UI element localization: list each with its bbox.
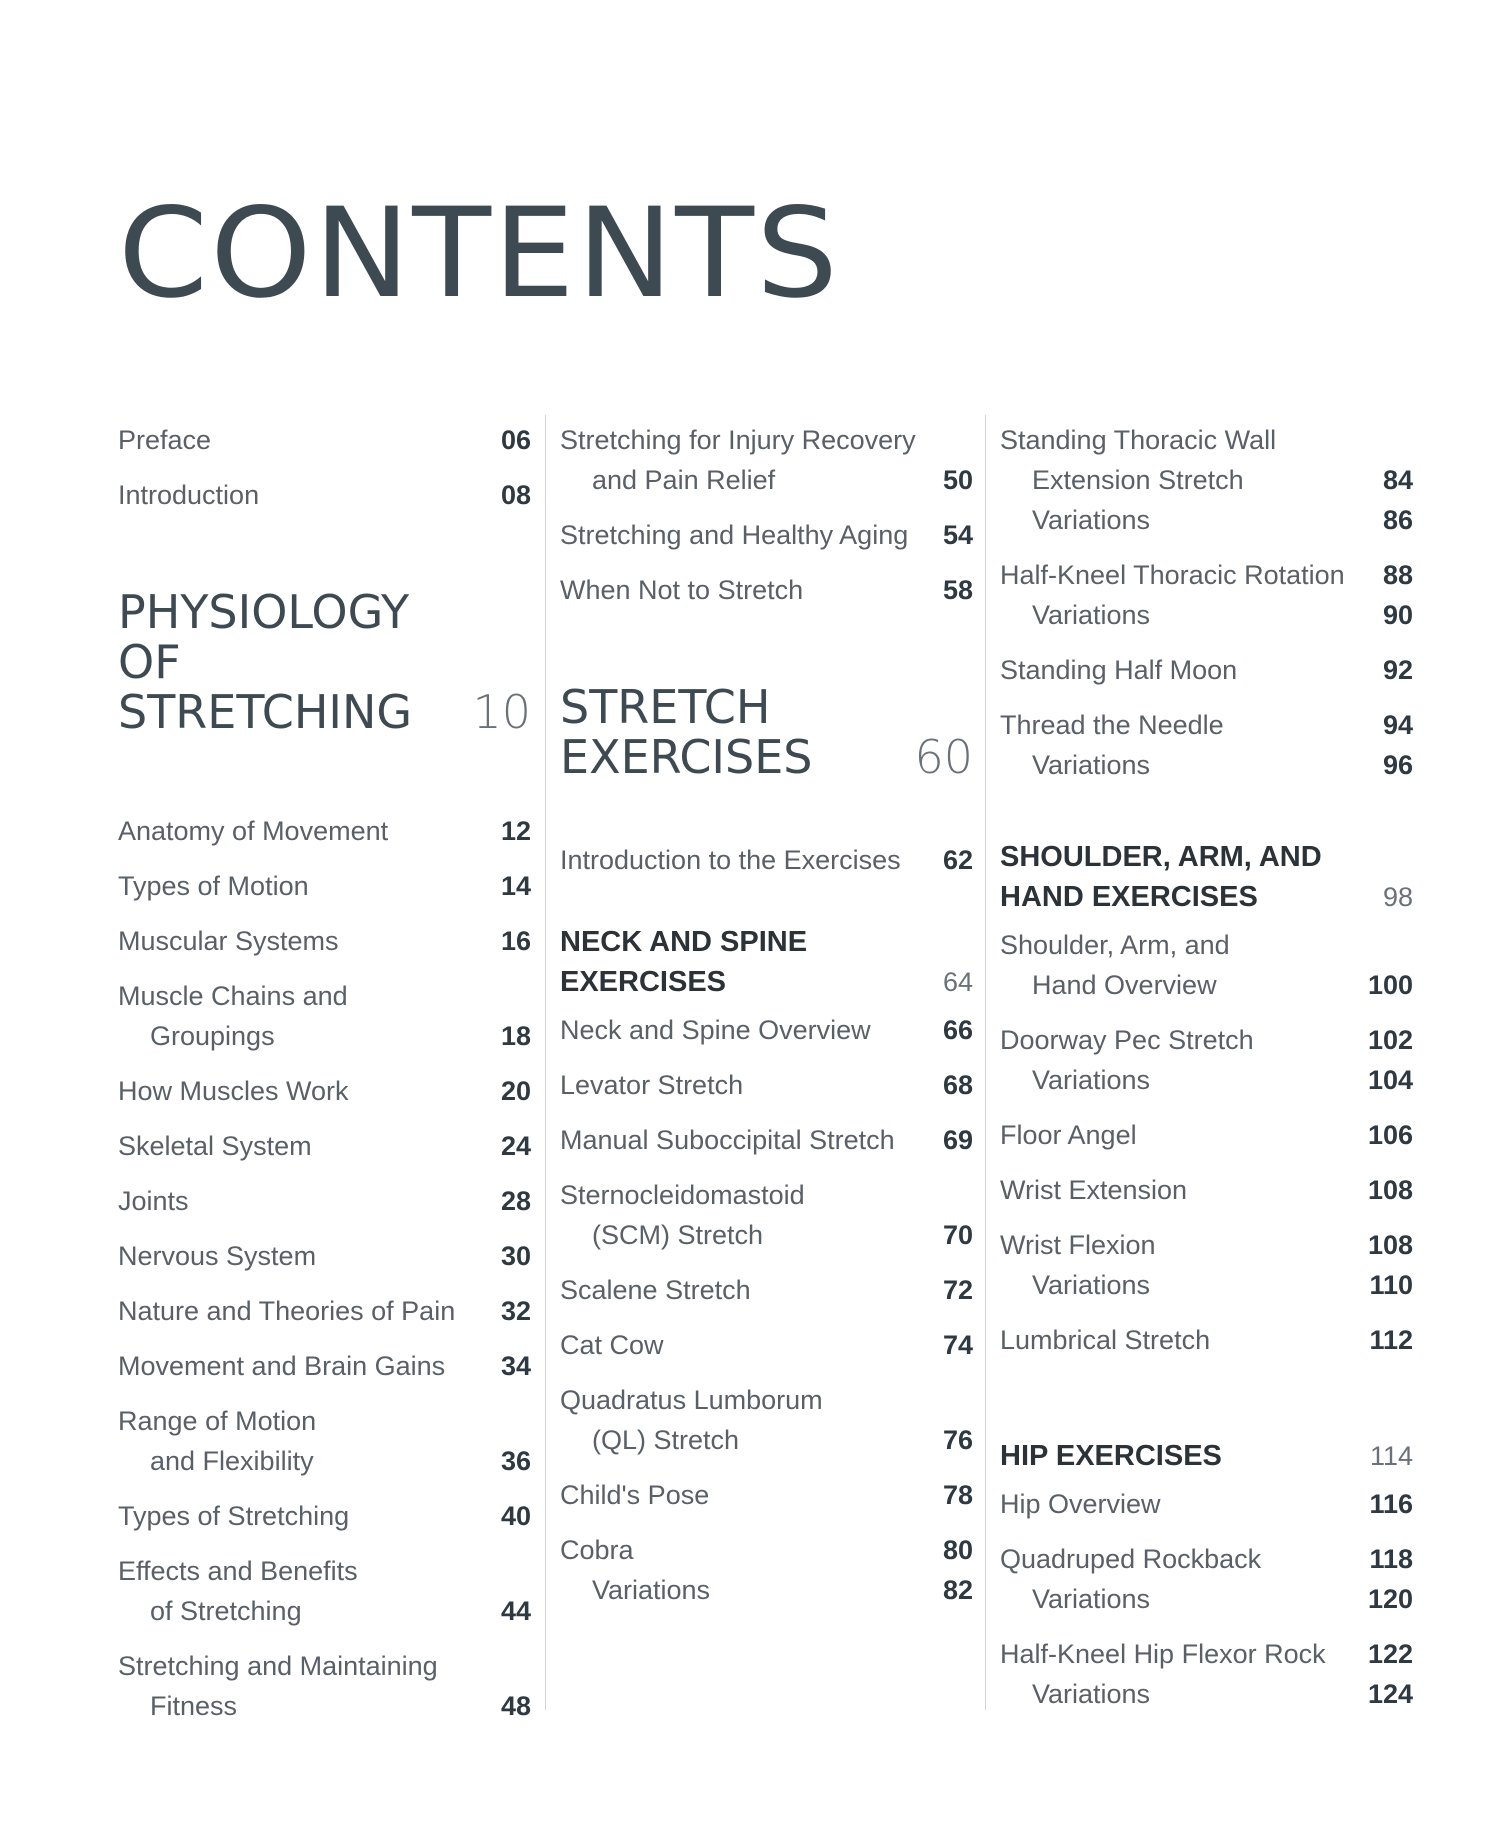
toc-entry-title-line: Fitness — [150, 1691, 238, 1721]
toc-entry-title-line: Floor Angel — [1000, 1120, 1137, 1150]
toc-page-number: 92 — [1382, 655, 1413, 685]
toc-page-number: 124 — [1367, 1679, 1413, 1709]
toc-entry-title-line: Stretching and Healthy Aging — [560, 520, 909, 550]
toc-page-numbers — [943, 1530, 973, 1610]
toc-page-number: 76 — [942, 1425, 973, 1455]
toc-entry-title-line: Cobra — [560, 1535, 634, 1565]
section-heading-row[interactable] — [560, 682, 973, 782]
toc-entry-title-line: Muscular Systems — [118, 926, 339, 956]
toc-page-number: 24 — [500, 1131, 531, 1161]
toc-entry-title-line: Cat Cow — [560, 1330, 664, 1360]
toc-page-number: 68 — [942, 1070, 973, 1100]
toc-entry-title — [560, 1475, 709, 1515]
toc-entry-title-line: Movement and Brain Gains — [118, 1351, 446, 1381]
section-heading-physiology — [118, 587, 531, 737]
toc-entry-title — [1000, 925, 1230, 1005]
toc-entry-title — [560, 1530, 710, 1610]
toc-entry-title-line: Range of Motion — [118, 1406, 317, 1436]
toc-entry-title — [1000, 1225, 1156, 1305]
toc-entry-title — [118, 976, 348, 1056]
toc-page-number: 58 — [942, 575, 973, 605]
toc-entry[interactable] — [118, 1291, 531, 1331]
toc-entry[interactable] — [118, 420, 531, 460]
toc-entry[interactable] — [118, 1401, 531, 1481]
toc-entry-title-line: Preface — [118, 425, 212, 455]
toc-entry[interactable] — [560, 1175, 973, 1255]
toc-entry-title-line: How Muscles Work — [118, 1076, 349, 1106]
toc-entry[interactable] — [118, 866, 531, 906]
toc-page-number: 74 — [942, 1330, 973, 1360]
toc-entry-title-line: Child's Pose — [560, 1480, 710, 1510]
toc-entry[interactable] — [560, 1010, 973, 1050]
toc-page-number: 112 — [1369, 1325, 1413, 1355]
toc-page-number: 50 — [942, 465, 973, 495]
toc-page-numbers — [1383, 460, 1413, 540]
toc-entry[interactable] — [560, 1530, 973, 1610]
toc-entry-title — [1000, 705, 1224, 785]
toc-entry-title-line: Standing Thoracic Wall — [1000, 425, 1277, 455]
toc-page-numbers — [1383, 555, 1413, 635]
toc-page-numbers — [1368, 1020, 1413, 1100]
section-heading-title-line: STRETCH — [560, 680, 771, 734]
toc-entry[interactable] — [1000, 1115, 1413, 1155]
toc-entry[interactable] — [560, 515, 973, 555]
toc-page-number: 88 — [1382, 560, 1413, 590]
toc-page-number: 104 — [1367, 1065, 1413, 1095]
subsection-heading-title-line: NECK AND SPINE — [560, 926, 808, 958]
toc-page-number: 36 — [500, 1446, 531, 1476]
toc-page-number: 84 — [1382, 465, 1413, 495]
toc-entry-title-line: (SCM) Stretch — [592, 1220, 764, 1250]
section-heading-title-line: STRETCHING — [118, 685, 413, 739]
intro-exercises-entry — [560, 840, 973, 880]
toc-entry-title-line: Shoulder, Arm, and — [1000, 930, 1230, 960]
toc-entry-title — [118, 1346, 445, 1386]
physiology-entry-list — [118, 811, 531, 1726]
toc-page-number: 69 — [942, 1125, 973, 1155]
toc-entry-title — [560, 1325, 664, 1365]
section-heading-title — [118, 587, 412, 737]
toc-entry-title — [560, 1380, 823, 1460]
toc-entry-title-line: Scalene Stretch — [560, 1275, 751, 1305]
toc-entry[interactable] — [1000, 650, 1413, 690]
toc-entry-title-line: Variations — [1032, 600, 1151, 630]
toc-entry[interactable] — [1000, 1484, 1413, 1524]
section-page-number: 10 — [472, 685, 531, 739]
toc-column-3 — [1000, 420, 1413, 1714]
toc-entry[interactable] — [118, 1646, 531, 1726]
toc-entry[interactable] — [118, 1496, 531, 1536]
toc-entry[interactable] — [1000, 420, 1413, 540]
toc-column-1 — [118, 420, 531, 1726]
toc-page-number: 94 — [1382, 710, 1413, 740]
toc-entry[interactable] — [1000, 705, 1413, 785]
toc-entry-title — [560, 1120, 895, 1160]
toc-page-number: 116 — [1369, 1489, 1413, 1519]
toc-entry-title — [1000, 1170, 1187, 1210]
toc-entry-title-line: Skeletal System — [118, 1131, 312, 1161]
toc-page-number: 80 — [942, 1535, 973, 1565]
toc-entry-title — [560, 1270, 751, 1310]
toc-entry-title — [118, 420, 211, 460]
toc-entry[interactable] — [560, 1120, 973, 1160]
toc-page-numbers — [1368, 1634, 1413, 1714]
toc-entry-title-line: of Stretching — [150, 1596, 302, 1626]
toc-page-number: 106 — [1367, 1120, 1413, 1150]
toc-entry-title — [560, 570, 803, 610]
toc-entry-title-line: Variations — [1032, 505, 1151, 535]
toc-entry[interactable] — [118, 1551, 531, 1631]
toc-entry-title-line: Doorway Pec Stretch — [1000, 1025, 1254, 1055]
toc-page-number: 20 — [500, 1076, 531, 1106]
toc-entry[interactable] — [560, 840, 973, 880]
toc-entry-title-line: Anatomy of Movement — [118, 816, 389, 846]
toc-page-number: 48 — [500, 1691, 531, 1721]
toc-page-number: 06 — [500, 425, 531, 455]
toc-page-number: 14 — [500, 871, 531, 901]
toc-entry-title-line: Variations — [1032, 1679, 1151, 1709]
subsection-heading-title — [1000, 1436, 1222, 1476]
toc-entry-title-line: Introduction to the Exercises — [560, 845, 901, 875]
front-matter-list — [118, 420, 531, 515]
subsection-page-number: 98 — [1382, 882, 1413, 912]
toc-entry-title-line: Quadratus Lumborum — [560, 1385, 823, 1415]
toc-entry-title-line: and Flexibility — [150, 1446, 314, 1476]
toc-entry-title — [560, 420, 916, 500]
toc-entry[interactable] — [560, 1065, 973, 1105]
toc-page-numbers — [1368, 1539, 1413, 1619]
toc-entry-title — [118, 1496, 349, 1536]
toc-entry-title-line: and Pain Relief — [592, 465, 776, 495]
toc-entry-title — [560, 1175, 805, 1255]
toc-page-number: 34 — [500, 1351, 531, 1381]
toc-entry-title-line: Variations — [1032, 750, 1151, 780]
toc-page-number: 118 — [1369, 1544, 1413, 1574]
toc-page-number: 40 — [500, 1501, 531, 1531]
toc-entry-title-line: Half-Kneel Hip Flexor Rock — [1000, 1639, 1326, 1669]
toc-entry-title-line: Types of Stretching — [118, 1501, 350, 1531]
toc-entry-title-line: Quadruped Rockback — [1000, 1544, 1262, 1574]
page-title: CONTENTS — [118, 182, 841, 326]
toc-entry-title-line: Nature and Theories of Pain — [118, 1296, 456, 1326]
toc-entry-title-line: Neck and Spine Overview — [560, 1015, 871, 1045]
toc-entry[interactable] — [1000, 1170, 1413, 1210]
toc-entry[interactable] — [560, 1475, 973, 1515]
toc-entry[interactable] — [1000, 1225, 1413, 1305]
hip-entry-list — [1000, 1484, 1413, 1714]
toc-page-number: 90 — [1382, 600, 1413, 630]
toc-entry-title-line: Manual Suboccipital Stretch — [560, 1125, 895, 1155]
toc-page-number: 12 — [500, 816, 531, 846]
toc-entry-title — [118, 1181, 189, 1221]
toc-entry-title — [560, 840, 901, 880]
toc-entry[interactable] — [1000, 1020, 1413, 1100]
subsection-heading-title-line: SHOULDER, ARM, AND — [1000, 841, 1322, 873]
toc-entry[interactable] — [560, 1380, 973, 1460]
toc-page-number: 96 — [1382, 750, 1413, 780]
toc-entry-title — [118, 1401, 316, 1481]
toc-entry[interactable] — [118, 1126, 531, 1166]
shoulder-entry-list — [1000, 925, 1413, 1360]
toc-entry-title-line: Standing Half Moon — [1000, 655, 1238, 685]
toc-entry[interactable] — [118, 475, 531, 515]
subsection-heading-row[interactable] — [560, 922, 973, 1002]
toc-entry-title — [118, 1071, 349, 1111]
toc-entry-title-line: Variations — [592, 1575, 711, 1605]
column-divider — [545, 415, 546, 1710]
subsection-heading-title — [1000, 837, 1322, 917]
toc-entry[interactable] — [1000, 1634, 1413, 1714]
toc-entry-title — [1000, 555, 1345, 635]
toc-page-number: 86 — [1382, 505, 1413, 535]
toc-entry-title — [118, 1551, 358, 1631]
toc-entry-title-line: Half-Kneel Thoracic Rotation — [1000, 560, 1345, 590]
toc-entry-title-line: (QL) Stretch — [592, 1425, 740, 1455]
toc-entry[interactable] — [1000, 555, 1413, 635]
toc-entry-title — [1000, 1634, 1326, 1714]
toc-entry-title-line: Extension Stretch — [1032, 465, 1244, 495]
toc-entry[interactable] — [118, 1236, 531, 1276]
toc-entry-title — [1000, 650, 1237, 690]
toc-page-number: 108 — [1367, 1175, 1413, 1205]
subsection-page-number: 114 — [1369, 1441, 1413, 1471]
toc-page-number: 32 — [500, 1296, 531, 1326]
toc-entry-title — [118, 811, 388, 851]
subsection-page-number: 64 — [942, 967, 973, 997]
toc-entry-title-line: Introduction — [118, 480, 260, 510]
toc-entry-title — [118, 1236, 316, 1276]
toc-entry[interactable] — [118, 1071, 531, 1111]
physiology-entry-list-continued — [560, 420, 973, 610]
toc-entry[interactable] — [560, 570, 973, 610]
subsection-heading-row[interactable] — [1000, 837, 1413, 917]
toc-entry-title — [1000, 1320, 1210, 1360]
toc-page-number: 82 — [942, 1575, 973, 1605]
toc-entry-title-line: Variations — [1032, 1270, 1151, 1300]
subsection-neck-spine — [560, 922, 973, 1002]
toc-page-number: 08 — [500, 480, 531, 510]
toc-entry-title-line: Variations — [1032, 1065, 1151, 1095]
toc-entry-title-line: Nervous System — [118, 1241, 317, 1271]
toc-entry-title — [118, 866, 309, 906]
toc-entry-title — [118, 1291, 455, 1331]
neck-spine-entry-list — [560, 1010, 973, 1610]
toc-entry-title — [1000, 1020, 1254, 1100]
toc-entry-title-line: Hand Overview — [1032, 970, 1217, 1000]
toc-page-number: 102 — [1367, 1025, 1413, 1055]
toc-entry-title-line: Hip Overview — [1000, 1489, 1161, 1519]
toc-entry[interactable] — [118, 921, 531, 961]
column-divider — [985, 415, 986, 1710]
toc-page-number: 28 — [500, 1186, 531, 1216]
toc-entry-title — [560, 515, 908, 555]
subsection-heading-title-line: EXERCISES — [560, 966, 726, 998]
subsection-shoulder-arm-hand — [1000, 837, 1413, 917]
toc-entry-title — [1000, 1484, 1161, 1524]
toc-page-number: 54 — [942, 520, 973, 550]
toc-entry-title — [118, 1126, 312, 1166]
toc-entry-title-line: Variations — [1032, 1584, 1151, 1614]
toc-page-number: 100 — [1367, 970, 1413, 1000]
toc-entry-title-line: Levator Stretch — [560, 1070, 744, 1100]
toc-entry-title-line: Joints — [118, 1186, 189, 1216]
toc-entry-title — [1000, 1115, 1137, 1155]
subsection-heading-title-line: HIP EXERCISES — [1000, 1440, 1222, 1472]
subsection-hip — [1000, 1436, 1413, 1476]
toc-entry-title — [560, 1010, 871, 1050]
toc-page-number: 122 — [1367, 1639, 1413, 1669]
toc-page-number: 16 — [500, 926, 531, 956]
toc-entry-title-line: Groupings — [150, 1021, 275, 1051]
section-heading-title-line: PHYSIOLOGY — [118, 585, 410, 639]
toc-entry[interactable] — [118, 811, 531, 851]
toc-entry-title — [1000, 1539, 1261, 1619]
toc-entry[interactable] — [560, 1325, 973, 1365]
spine-entry-list-continued — [1000, 420, 1413, 785]
toc-entry[interactable] — [1000, 1320, 1413, 1360]
subsection-heading-row[interactable] — [1000, 1436, 1413, 1476]
toc-page-number: 66 — [942, 1015, 973, 1045]
toc-entry-title-line: Wrist Extension — [1000, 1175, 1188, 1205]
toc-entry-title-line: Effects and Benefits — [118, 1556, 358, 1586]
toc-entry[interactable] — [560, 1270, 973, 1310]
section-heading-title-line: OF — [118, 635, 181, 689]
toc-entry-title-line: Thread the Needle — [1000, 710, 1224, 740]
toc-entry-title-line: Stretching for Injury Recovery — [560, 425, 916, 455]
toc-entry[interactable] — [560, 420, 973, 500]
toc-entry-title-line: Muscle Chains and — [118, 981, 348, 1011]
toc-entry-title-line: Lumbrical Stretch — [1000, 1325, 1211, 1355]
toc-entry[interactable] — [118, 976, 531, 1056]
toc-page-number: 18 — [500, 1021, 531, 1051]
toc-entry-title — [1000, 420, 1276, 540]
toc-entry-title-line: Stretching and Maintaining — [118, 1651, 438, 1681]
subsection-heading-title-line: HAND EXERCISES — [1000, 881, 1258, 913]
toc-page-number: 30 — [500, 1241, 531, 1271]
toc-page-numbers — [1383, 705, 1413, 785]
section-page-number: 60 — [914, 730, 973, 784]
toc-entry[interactable] — [1000, 925, 1413, 1005]
toc-entry-title — [118, 1646, 438, 1726]
toc-entry-title-line: When Not to Stretch — [560, 575, 804, 605]
toc-entry-title-line: Wrist Flexion — [1000, 1230, 1156, 1260]
toc-entry-title-line: Types of Motion — [118, 871, 309, 901]
toc-entry-title — [118, 475, 259, 515]
section-heading-title-line: EXERCISES — [560, 730, 813, 784]
toc-entry-title-line: Sternocleidomastoid — [560, 1180, 805, 1210]
toc-entry-title — [560, 1065, 743, 1105]
toc-entry[interactable] — [118, 1346, 531, 1386]
toc-entry[interactable] — [118, 1181, 531, 1221]
toc-page-number: 44 — [500, 1596, 531, 1626]
toc-page-number: 120 — [1367, 1584, 1413, 1614]
section-heading-row[interactable] — [118, 587, 531, 737]
section-heading-stretch-exercises — [560, 682, 973, 782]
toc-entry-title — [118, 921, 339, 961]
toc-entry[interactable] — [1000, 1539, 1413, 1619]
toc-page-number: 62 — [942, 845, 973, 875]
toc-page-number: 110 — [1369, 1270, 1413, 1300]
toc-page-number: 70 — [942, 1220, 973, 1250]
toc-column-2 — [560, 420, 973, 1610]
subsection-heading-title — [560, 922, 807, 1002]
toc-page-number: 108 — [1367, 1230, 1413, 1260]
section-heading-title — [560, 682, 812, 782]
toc-page-numbers — [1368, 1225, 1413, 1305]
toc-page-number: 78 — [942, 1480, 973, 1510]
toc-page-number: 72 — [942, 1275, 973, 1305]
